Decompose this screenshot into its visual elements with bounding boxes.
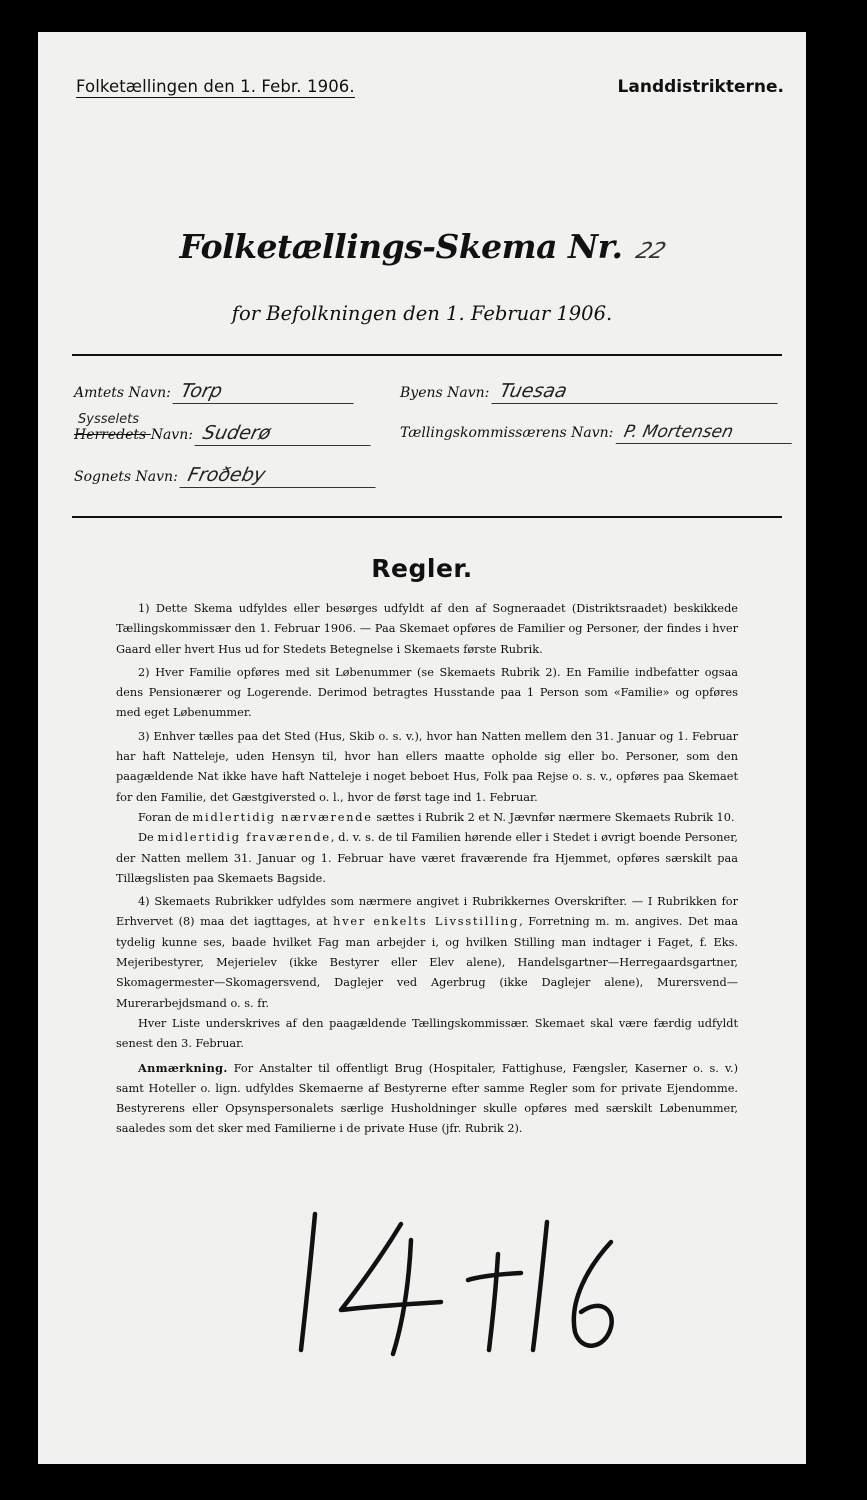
kommissaer-value: P. Mortensen — [615, 422, 796, 444]
schema-number-handwritten: 22 — [632, 239, 670, 264]
herred-field — [74, 412, 373, 446]
byen-field — [400, 380, 780, 404]
rule-4-post: sættes i Rubrik 2 et N. Jævnfør nærmere Skemaets Rubrik 10. — [372, 810, 735, 824]
census-header-left: Folketællingen den 1. Febr. 1906. — [76, 77, 355, 96]
annotation-text: For Anstalter til offentligt Brug (Hospitaler, Fattighuse, Fængsler, Kaserner o. s. v.) samt Hoteller o. lign. udfyldes Skemaerne af Bestyrerne efter samme Regler som for private Ejendomme. Bestyrerens eller Opsynspersonalets særlige Husholdninger skulle opføres med særskilt Løbenummer, saaledes som det sker med Familierne i de private Huse (jfr. Rubrik 2). — [116, 1061, 738, 1136]
rules-body — [116, 599, 738, 1140]
rules-heading: Regler. — [371, 554, 473, 583]
rule-paragraph-7: Hver Liste underskrives af den paagældende Tællingskommissær. Skemaet skal være færdig udfyldt senest den 3. Februar. — [116, 1016, 738, 1051]
rule-paragraph-8 — [116, 1058, 738, 1140]
sogn-value: Froðeby — [180, 464, 381, 488]
rule-paragraph-4 — [116, 808, 738, 828]
kommissaer-field — [400, 422, 794, 444]
rule-paragraph-6 — [116, 892, 738, 1014]
sogn-field — [74, 464, 378, 488]
form-title — [38, 227, 806, 266]
rule-6-pre: 4) Skemaets Rubrikker udfyldes som nærmere angivet i Rubrikkernes Overskrifter. — I Rubrikken for Erhvervet (8) maa det iagttages, at — [116, 895, 738, 929]
byen-value: Tuesaa — [491, 380, 782, 404]
rule-4-pre: Foran de — [138, 810, 193, 824]
rule-paragraph-1: 1) Dette Skema udfyldes eller besørges udfyldt af den af Sogneraadet (Distriktsraadet) beskikkede Tællingskommissær den 1. Februar 1906. — Paa Skemaet opføres de Familier og Personer, der findes i hver Gaard eller hvert Hus ud for Stedets Betegnelse i Skemaets første Rubrik. — [116, 602, 738, 656]
rule-5-post: , d. v. s. de til Familien hørende eller i Stedet i øvrigt boende Personer, der Natten mellem 31. Januar og 1. Februar have været fraværende fra Hjemmet, opføres særskilt paa Tillægslisten paa Skemaets Bagside. — [116, 831, 738, 885]
herred-label-struck — [74, 412, 151, 443]
bottom-divider — [72, 516, 782, 518]
rule-paragraph-2: 2) Hver Familie opføres med sit Løbenummer (se Skemaets Rubrik 2). En Familie indbefatter ogsaa dens Pensionærer og Logerende. Derimod betragtes Husstande paa 1 Person som «Familie» og opføres med eget Løbenummer. — [116, 665, 738, 720]
handwritten-count-note — [293, 1202, 623, 1362]
form-title-text: Folketællings-Skema Nr. — [179, 227, 623, 266]
rule-6-post: , Forretning m. m. angives. Det maa tydelig kunne ses, baade hvilket Fag man arbejder i, og hvilken Stilling man indtager i Faget, f. Eks. Mejeribestyrer, Mejerielev (ikke Bestyrer eller Elev alene), Handelsgartner—Herregaardsgartner, Skomagermester—Skomagersvend, Daglejer ved Agerbrug (ikke Daglejer alene), Murersvend—Murerarbejdsmand o. s. fr. — [116, 915, 738, 1010]
kommissaer-label: Tællingskommissærens Navn: — [400, 425, 614, 441]
herred-label-suffix: Navn: — [150, 427, 193, 443]
rule-6-spaced: hver enkelts Livsstilling — [333, 915, 520, 929]
handwritten-count-drawing — [293, 1202, 623, 1362]
rule-5-pre: De — [138, 831, 158, 845]
rule-paragraph-5 — [116, 828, 738, 889]
rule-5-spaced: midlertidig fraværende — [157, 831, 331, 845]
rule-4-spaced: midlertidig nærværende — [192, 810, 373, 824]
sogn-label: Sognets Navn: — [74, 469, 178, 485]
district-type-header: Landdistrikterne. — [617, 77, 784, 97]
amt-field — [74, 380, 356, 404]
amt-label: Amtets Navn: — [74, 385, 171, 401]
herred-value: Suderø — [195, 422, 376, 446]
herred-label-correction: Sysselets — [78, 412, 139, 427]
census-form-page — [38, 32, 806, 1464]
amt-value: Torp — [173, 380, 359, 404]
rule-paragraph-3: 3) Enhver tælles paa det Sted (Hus, Skib o. s. v.), hvor han Natten mellem den 31. Januar og 1. Februar har haft Natteleje, uden Hensyn til, hvor han ellers maatte opholde sig eller bo. Personer, som den paagældende Nat ikke have haft Natteleje i noget beboet Hus, Folk paa Rejse o. s. v., opføres paa Skemaet for den Familie, det Gæstgiversted o. l., hvor de først tage ind 1. Februar. — [116, 729, 738, 804]
byen-label: Byens Navn: — [400, 385, 490, 401]
annotation-lead: Anmærkning. — [138, 1060, 228, 1075]
form-subtitle: for Befolkningen den 1. Februar 1906. — [231, 302, 613, 325]
herred-label-struck-text: Herredets — [74, 427, 147, 443]
top-divider — [72, 354, 782, 356]
